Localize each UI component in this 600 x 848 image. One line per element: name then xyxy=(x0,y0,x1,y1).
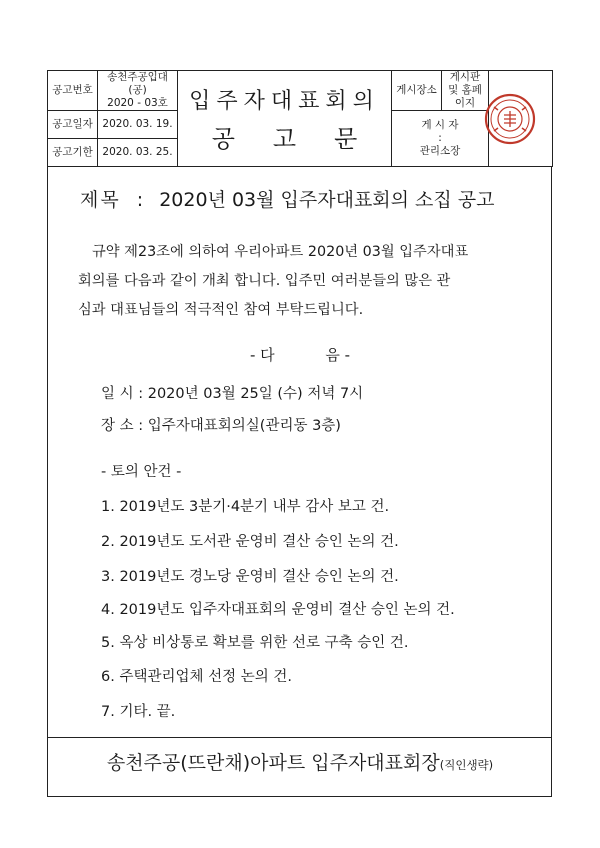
notice-title-cell xyxy=(178,71,392,167)
notice-number-value xyxy=(98,71,178,111)
posting-place-label: 게시장소 xyxy=(392,71,442,111)
meeting-place xyxy=(101,414,341,435)
subject-text: 2020년 03월 입주자대표회의 소집 공고 xyxy=(159,189,495,211)
notice-title-bottom xyxy=(178,119,391,154)
center-heading xyxy=(0,344,600,365)
agenda-item-5: 5. 옥상 비상통로 확보를 위한 선로 구축 승인 건. xyxy=(101,635,409,651)
notice-number-line1: 송천주공입대(공) xyxy=(107,71,168,96)
paragraph-line-2: 회의를 다음과 같이 개최 합니다. 입주민 여러분들의 많은 관 xyxy=(78,273,451,289)
title-char-2: 고 xyxy=(272,124,297,153)
agenda-item-2: 2. 2019년도 도서관 운영비 결산 승인 논의 건. xyxy=(101,534,399,550)
notice-date-label: 공고일자 xyxy=(48,111,98,139)
signer-name: 송천주공(뜨란채)아파트 입주자대표회장 xyxy=(106,752,440,774)
poster-value: 관리소장 xyxy=(419,145,461,157)
footer-separator xyxy=(47,737,552,738)
agenda-item-7: 7. 기타. 끝. xyxy=(101,704,176,720)
meeting-place-label: 장 소 : xyxy=(101,418,144,434)
meeting-date-value: 2020년 03월 25일 (수) 저녁 7시 xyxy=(147,386,364,402)
notice-header-table xyxy=(47,70,553,167)
meeting-date-label: 일 시 : xyxy=(101,386,144,402)
poster-colon: : xyxy=(438,132,442,144)
seal-omitted-note: (직인생략) xyxy=(439,758,494,772)
posting-place-value: 게시판 및 홈페이지 xyxy=(442,71,489,111)
subject-colon: : xyxy=(136,189,144,211)
notice-title-top: 입주자대표회의 xyxy=(189,88,380,114)
center-heading-left: - 다 xyxy=(249,346,275,364)
notice-date-value: 2020. 03. 19. xyxy=(98,111,178,139)
poster-cell xyxy=(392,111,489,167)
notice-subject xyxy=(80,185,495,212)
agenda-item-3: 3. 2019년도 경노당 운영비 결산 승인 논의 건. xyxy=(101,569,399,585)
notice-number-line2: 2020 - 03호 xyxy=(107,97,168,109)
notice-number-label: 공고번호 xyxy=(48,71,98,111)
center-heading-right: 음 - xyxy=(325,346,351,364)
subject-label: 제목 xyxy=(80,189,121,211)
meeting-datetime xyxy=(101,382,363,403)
agenda-item-1: 1. 2019년도 3분기·4분기 내부 감사 보고 건. xyxy=(101,499,390,515)
title-char-1: 공 xyxy=(211,124,235,153)
paragraph-line-3: 심과 대표님들의 적극적인 참여 부탁드립니다. xyxy=(78,302,364,318)
official-seal-stamp xyxy=(484,93,536,145)
signature-line xyxy=(0,748,600,775)
notice-deadline-label: 공고기한 xyxy=(48,139,98,167)
agenda-title: - 토의 안건 - xyxy=(101,464,182,480)
paragraph-line-1: 규약 제23조에 의하여 우리아파트 2020년 03월 입주자대표 xyxy=(92,244,469,260)
poster-label: 게 시 자 xyxy=(421,119,459,131)
title-char-3: 문 xyxy=(334,124,358,153)
agenda-item-6: 6. 주택관리업체 선정 논의 건. xyxy=(101,669,292,685)
agenda-item-4: 4. 2019년도 입주자대표회의 운영비 결산 승인 논의 건. xyxy=(101,602,455,618)
notice-paragraph xyxy=(78,238,518,325)
meeting-place-value: 입주자대표회의실(관리동 3층) xyxy=(147,418,341,434)
notice-deadline-value: 2020. 03. 25. xyxy=(98,139,178,167)
